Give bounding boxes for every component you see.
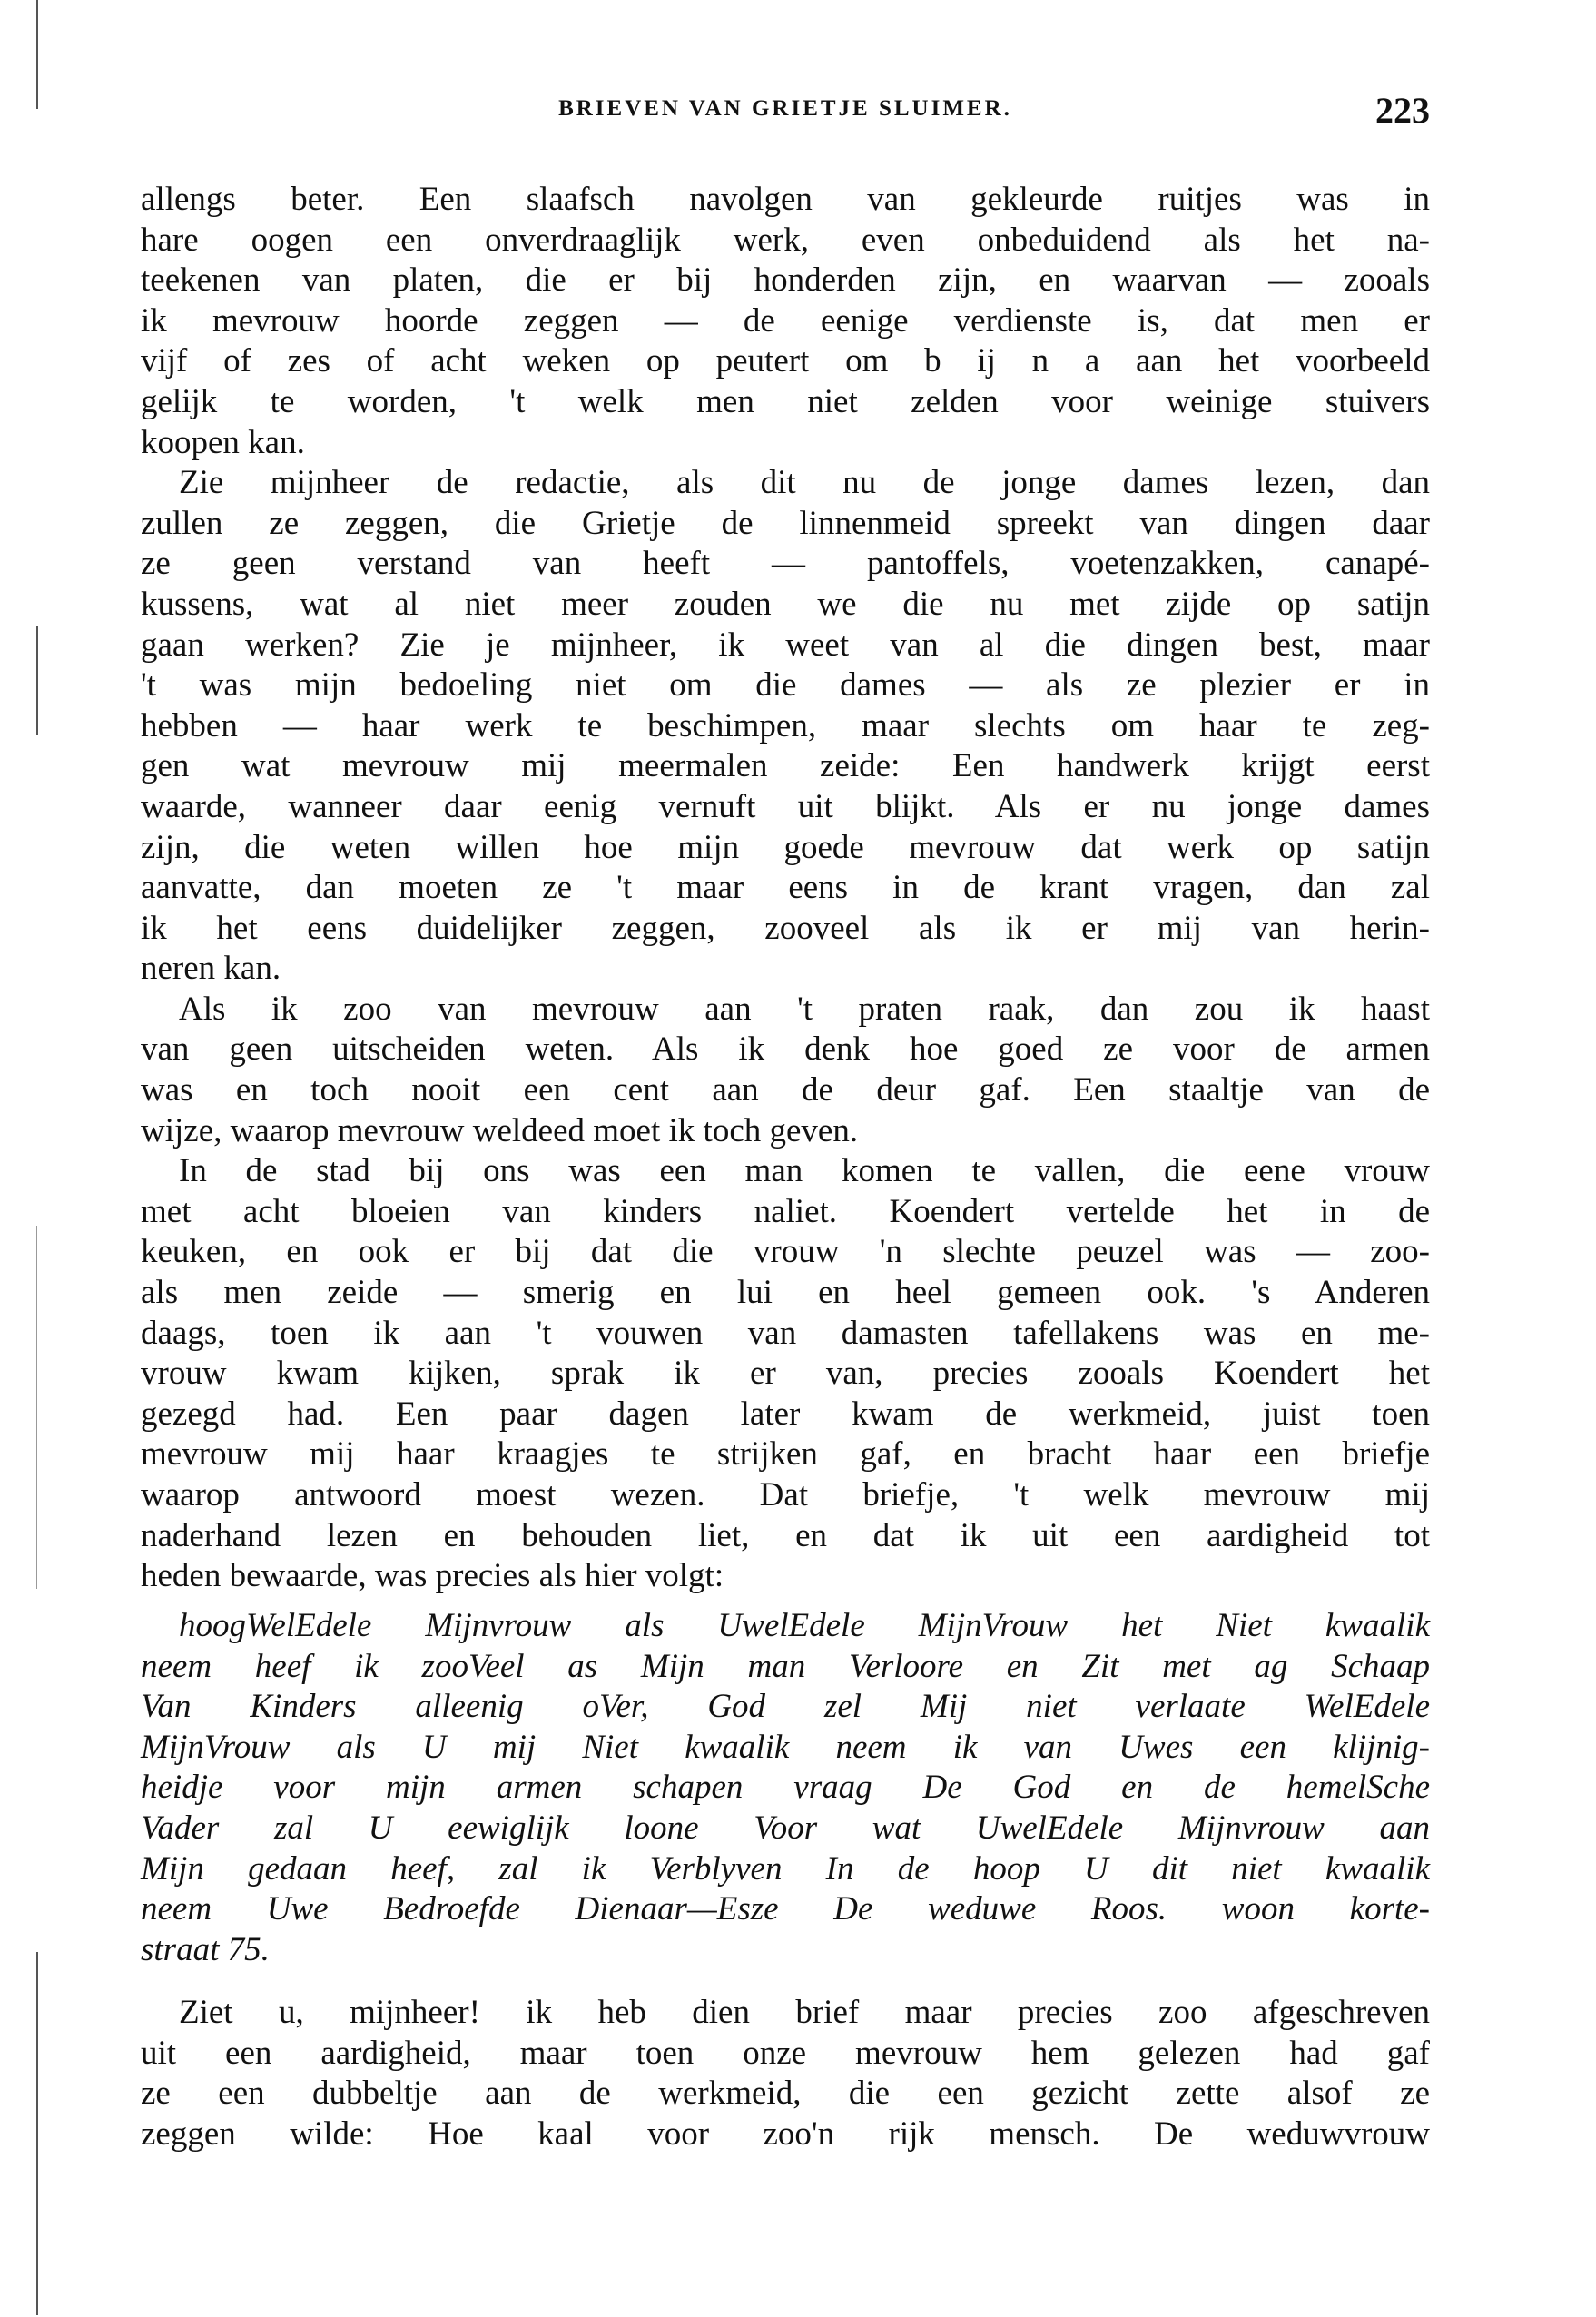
text-line: gelijk te worden, 't welk men niet zelden voor weinige stuivers <box>141 382 1430 420</box>
text-line: van geen uitscheiden weten. Als ik denk hoe goed ze voor de armen <box>141 1030 1430 1069</box>
text-line: Als ik zoo van mevrouw aan 't praten raak, dan zou ik haast <box>179 990 1430 1028</box>
closing-paragraph <box>141 1993 1430 2154</box>
scan-edge-mark <box>36 626 38 735</box>
text-line: straat 75. <box>141 1930 270 1968</box>
text-line: Ziet u, mijnheer! ik heb dien brief maar precies zoo afgeschreven <box>179 1994 1430 2031</box>
text-line: met acht bloeien van kinders naliet. Koendert vertelde het in de <box>141 1192 1430 1230</box>
text-line: Vader zal U eewiglijk loone Voor wat UwelEdele Mijnvrouw aan <box>141 1809 1430 1847</box>
text-line: zijn, die weten willen hoe mijn goede mevrouw dat werk op satijn <box>141 828 1430 866</box>
text-line: vrouw kwam kijken, sprak ik er van, precies zooals Koendert het <box>141 1355 1430 1393</box>
body-text <box>141 180 1430 1597</box>
scan-edge-mark <box>36 0 38 109</box>
text-line: zeggen wilde: Hoe kaal voor zoo'n rijk mensch. De weduwvrouw <box>141 2115 1430 2153</box>
text-line: 't was mijn bedoeling niet om die dames — als ze plezier er in <box>141 666 1430 705</box>
text-line: keuken, en ook er bij dat die vrouw 'n slechte peuzel was — zoo- <box>141 1233 1430 1271</box>
text-line: neem Uwe Bedroefde Dienaar—Esze De weduwe Roos. woon korte- <box>141 1890 1430 1928</box>
paragraph <box>141 180 1430 463</box>
text-line: Zie mijnheer de redactie, als dit nu de jonge dames lezen, dan <box>179 464 1430 502</box>
text-line: neren kan. <box>141 950 281 988</box>
text-line: gen wat mevrouw mij meermalen zeide: Een handwerk krijgt eerst <box>141 747 1430 785</box>
text-line: waarop antwoord moest wezen. Dat briefje, 't welk mevrouw mij <box>141 1476 1430 1513</box>
text-line: gaan werken? Zie je mijnheer, ik weet van al die dingen best, maar <box>141 626 1430 664</box>
text-line: wijze, waarop mevrouw weldeed moet ik toch geven. <box>141 1111 859 1149</box>
text-line: heden bewaarde, was precies als hier volgt: <box>141 1557 724 1595</box>
paragraph <box>141 1606 1430 1970</box>
text-line: hoogWelEdele Mijnvrouw als UwelEdele MijnVrouw het Niet kwaalik <box>179 1607 1430 1644</box>
text-line: daags, toen ik aan 't vouwen van damasten tafellakens was en me- <box>141 1314 1430 1352</box>
text-line: Van Kinders alleenig oVer, God zel Mij niet verlaate WelEdele <box>141 1688 1430 1726</box>
text-line: In de stad bij ons was een man komen te vallen, die eene vrouw <box>179 1152 1430 1190</box>
running-title: BRIEVEN VAN GRIETJE SLUIMER. <box>558 96 1012 121</box>
text-line: koopen kan. <box>141 423 305 461</box>
text-line: naderhand lezen en behouden liet, en dat ik uit een aardigheid tot <box>141 1516 1430 1554</box>
page-number: 223 <box>1375 90 1430 131</box>
scan-edge-mark <box>36 1952 38 2315</box>
paragraph <box>141 990 1430 1151</box>
text-line: vijf of zes of acht weken op peutert om b ij n a aan het voorbeeld <box>141 342 1430 380</box>
paragraph <box>141 1993 1430 2154</box>
text-line: kussens, wat al niet meer zouden we die nu met zijde op satijn <box>141 585 1430 623</box>
text-line: gezegd had. Een paar dagen later kwam de werkmeid, juist toen <box>141 1395 1430 1433</box>
text-line: zullen ze zeggen, die Grietje de linnenmeid spreekt van dingen daar <box>141 504 1430 542</box>
scan-edge-mark <box>36 1226 37 1589</box>
text-line: uit een aardigheid, maar toen onze mevrouw hem gelezen had gaf <box>141 2034 1430 2072</box>
text-line: MijnVrouw als U mij Niet kwaalik neem ik van Uwes een klijnig- <box>141 1728 1430 1766</box>
text-line: heidje voor mijn armen schapen vraag De God en de hemelSche <box>141 1769 1430 1807</box>
quoted-letter <box>141 1606 1430 1970</box>
text-line: ze geen verstand van heeft — pantoffels, voetenzakken, canapé- <box>141 545 1430 583</box>
text-line: ze een dubbeltje aan de werkmeid, die een gezicht zette alsof ze <box>141 2075 1430 2113</box>
text-line: allengs beter. Een slaafsch navolgen van gekleurde ruitjes was in <box>141 181 1430 218</box>
text-line: Mijn gedaan heef, zal ik Verblyven In de hoop U dit niet kwaalik <box>141 1849 1430 1888</box>
paragraph <box>141 1151 1430 1597</box>
paragraph <box>141 463 1430 990</box>
text-line: teekenen van platen, die er bij honderden zijn, en waarvan — zooals <box>141 261 1430 300</box>
text-line: mevrouw mij haar kraagjes te strijken gaf, en bracht haar een briefje <box>141 1435 1430 1474</box>
page-header <box>141 89 1430 134</box>
text-line: neem heef ik zooVeel as Mijn man Verloore en Zit met ag Schaap <box>141 1647 1430 1685</box>
text-line: was en toch nooit een cent aan de deur gaf. Een staaltje van de <box>141 1071 1430 1109</box>
text-line: waarde, wanneer daar eenig vernuft uit blijkt. Als er nu jonge dames <box>141 787 1430 825</box>
text-line: ik mevrouw hoorde zeggen — de eenige verdienste is, dat men er <box>141 301 1430 340</box>
text-line: hebben — haar werk te beschimpen, maar slechts om haar te zeg- <box>141 706 1430 744</box>
text-line: hare oogen een onverdraaglijk werk, even onbeduidend als het na- <box>141 221 1430 259</box>
text-line: aanvatte, dan moeten ze 't maar eens in de krant vragen, dan zal <box>141 869 1430 907</box>
text-line: als men zeide — smerig en lui en heel gemeen ook. 's Anderen <box>141 1274 1430 1312</box>
text-line: ik het eens duidelijker zeggen, zooveel als ik er mij van herin- <box>141 909 1430 947</box>
